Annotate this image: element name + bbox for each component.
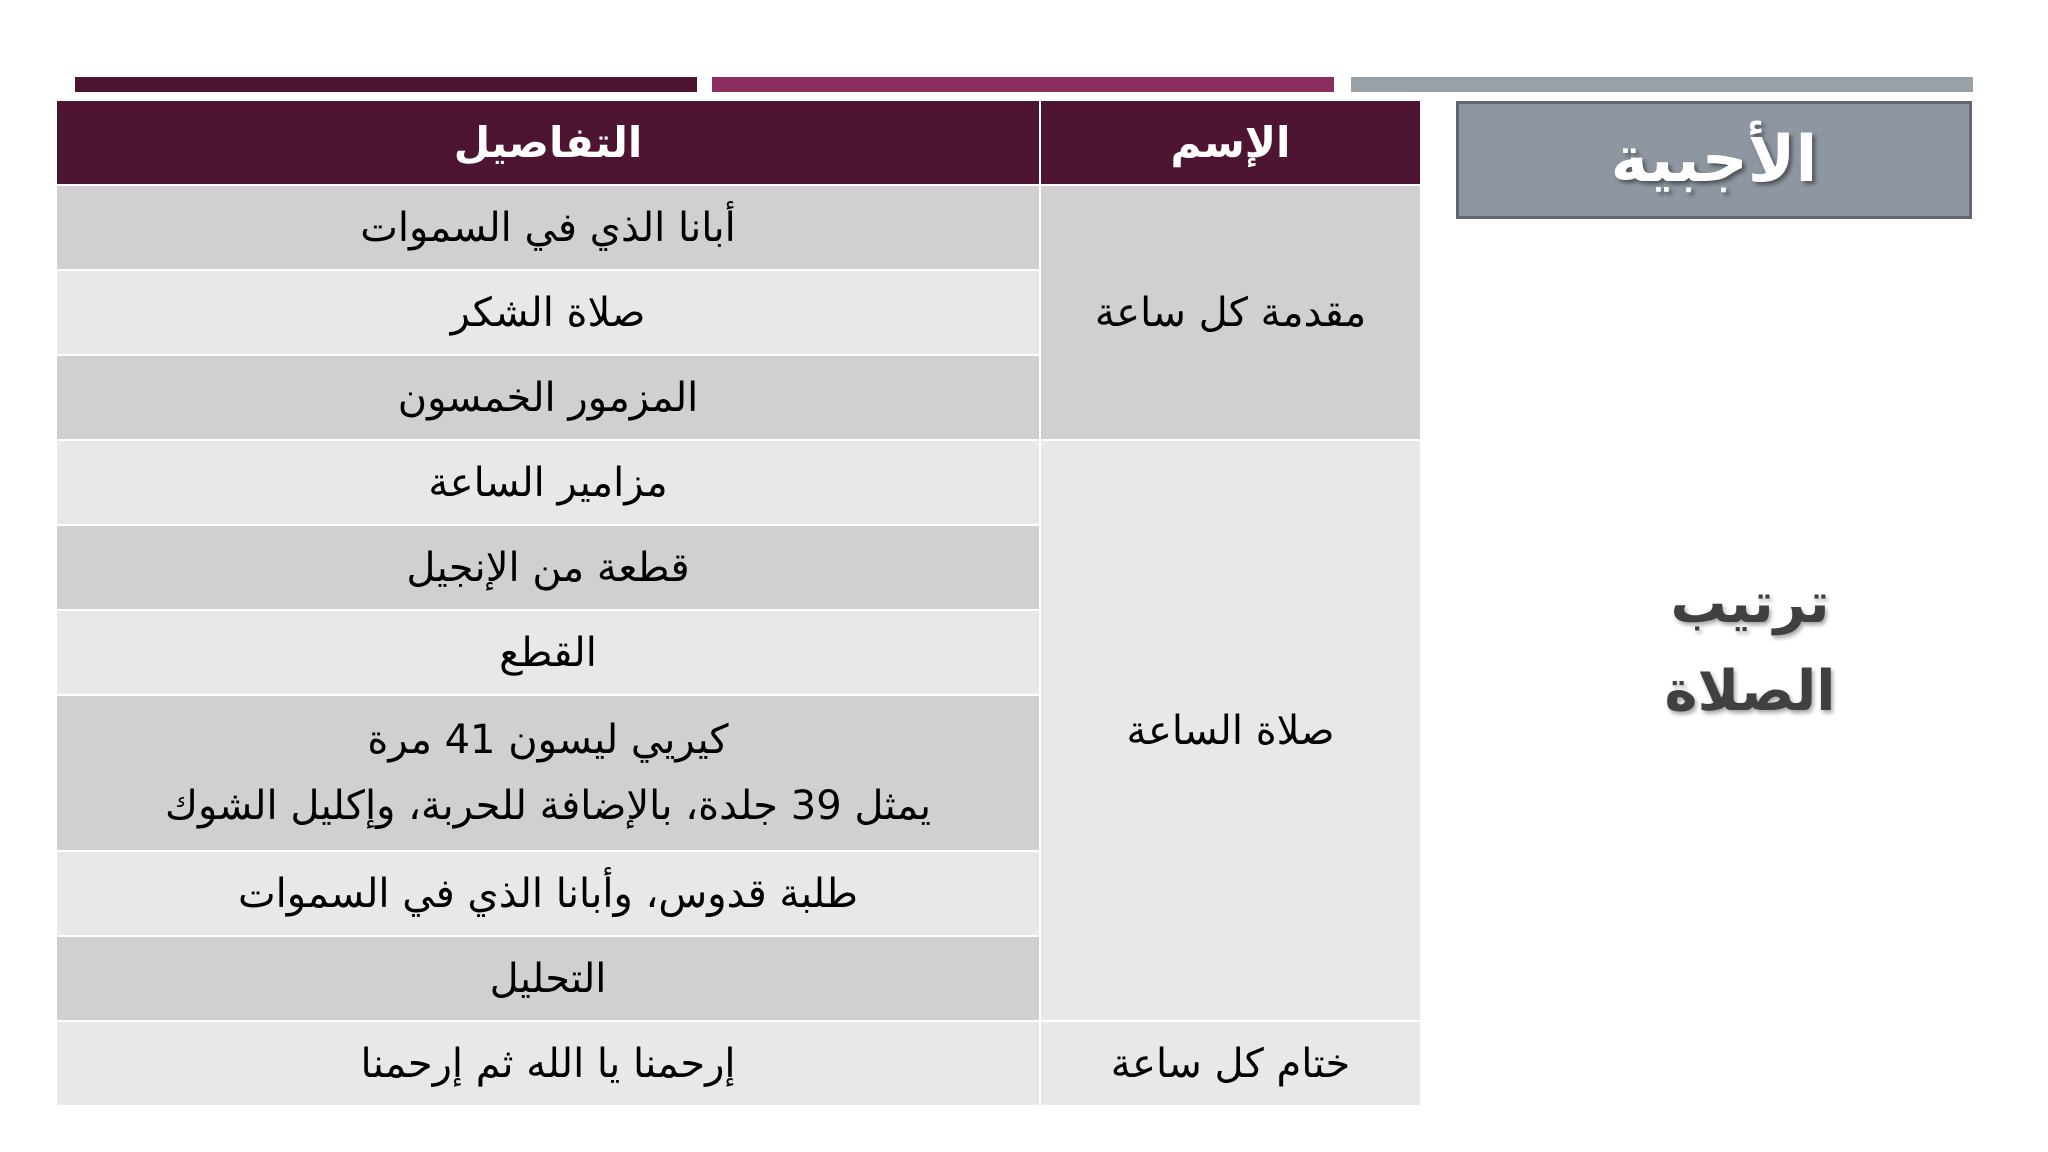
side-title [1620, 560, 1880, 736]
prayer-order-table [55, 99, 1422, 1107]
title-box [1456, 101, 1972, 219]
detail-cell: طلبة قدوس، وأبانا الذي في السموات [56, 851, 1040, 936]
group-name-cell: مقدمة كل ساعة [1040, 185, 1421, 440]
detail-cell: التحليل [56, 936, 1040, 1021]
header-details: التفاصيل [56, 100, 1040, 185]
detail-line-2: يمثل 39 جلدة، بالإضافة للحربة، وإكليل الشوك [164, 783, 931, 829]
group-name-cell: ختام كل ساعة [1040, 1021, 1421, 1106]
accent-bar-gray [1351, 77, 1973, 92]
group-name-cell: صلاة الساعة [1040, 440, 1421, 1021]
slide-title: الأجبية [1610, 123, 1818, 197]
detail-cell: مزامير الساعة [56, 440, 1040, 525]
detail-cell: أبانا الذي في السموات [56, 185, 1040, 270]
accent-bar-dark [75, 77, 697, 92]
side-title-line-1: ترتيب [1670, 571, 1830, 636]
detail-line-1: كيريي ليسون 41 مرة [367, 717, 729, 763]
detail-cell-two-line [56, 695, 1040, 851]
detail-cell: صلاة الشكر [56, 270, 1040, 355]
table-row [56, 440, 1421, 525]
detail-cell: إرحمنا يا الله ثم إرحمنا [56, 1021, 1040, 1106]
detail-cell: القطع [56, 610, 1040, 695]
table-row [56, 1021, 1421, 1106]
table-row [56, 185, 1421, 270]
detail-cell: المزمور الخمسون [56, 355, 1040, 440]
detail-cell: قطعة من الإنجيل [56, 525, 1040, 610]
side-title-line-2: الصلاة [1664, 659, 1836, 724]
accent-bar-mid [712, 77, 1334, 92]
header-name: الإسم [1040, 100, 1421, 185]
table-header-row [56, 100, 1421, 185]
